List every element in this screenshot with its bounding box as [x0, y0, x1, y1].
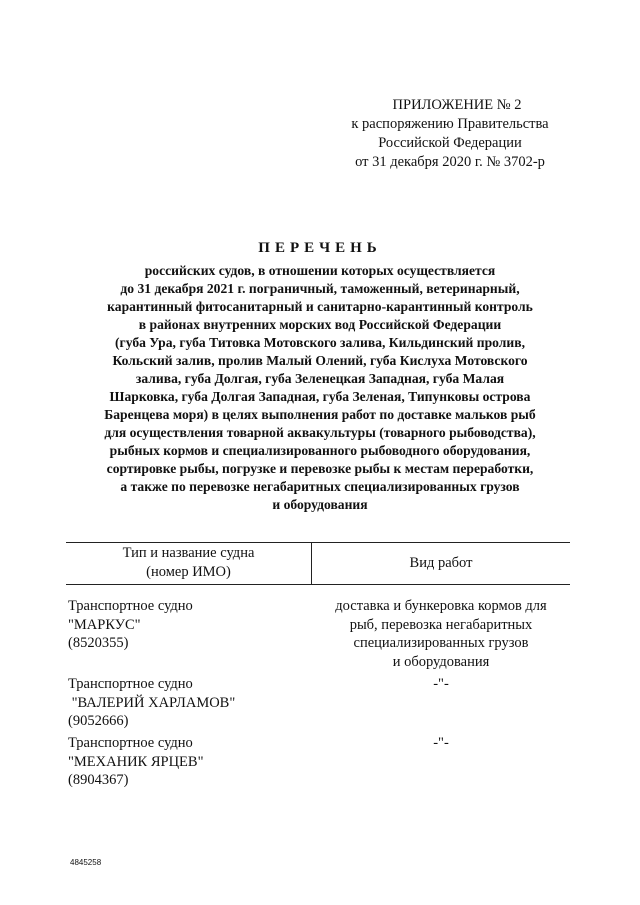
vessel-name: "МАРКУС": [68, 616, 141, 633]
subtitle-line: рыбных кормов и специализированного рыбоводного оборудования,: [109, 443, 531, 458]
table-header-vessel: [66, 544, 311, 582]
appendix-number: ПРИЛОЖЕНИЕ № 2: [392, 97, 522, 113]
vessel-imo: (9052666): [68, 713, 129, 729]
table-header-work: [312, 554, 570, 573]
table-row: [68, 734, 308, 790]
subtitle-line: (губа Ура, губа Титовка Мотовского залива, Кильдинский пролив,: [115, 335, 525, 350]
work-description: [312, 675, 570, 694]
appendix-date: от 31 декабря 2020 г. № 3702-р: [355, 154, 545, 170]
table-header-rule: [66, 584, 570, 585]
work-description: [312, 597, 570, 671]
document-title: ПЕРЕЧЕНЬ: [258, 240, 382, 256]
subtitle-line: до 31 декабря 2021 г. пограничный, таможенный, ветеринарный,: [120, 281, 520, 296]
table-row: [68, 597, 308, 653]
vessel-type: Транспортное судно: [68, 735, 193, 751]
ditto-mark: -"-: [433, 735, 449, 751]
vessel-imo: (8904367): [68, 772, 129, 788]
appendix-government: Российской Федерации: [378, 135, 522, 151]
work-line: и оборудования: [392, 653, 490, 670]
subtitle-line: Шарковка, губа Долгая Западная, губа Зеленая, Типунковы острова: [109, 389, 531, 404]
vessel-type: Транспортное судно: [68, 598, 193, 614]
subtitle-line: Кольский залив, пролив Малый Олений, губа Кислуха Мотовского: [112, 353, 528, 368]
subtitle-line: для осуществления товарной аквакультуры (товарного рыбоводства),: [104, 425, 536, 440]
work-line: доставка и бункеровка кормов для: [335, 598, 547, 614]
vessel-name: "МЕХАНИК ЯРЦЕВ": [68, 753, 204, 770]
document-id: 4845258: [70, 858, 102, 867]
table-row: [68, 675, 308, 731]
appendix-header: [300, 96, 600, 172]
header-vessel-type: Тип и название судна: [122, 545, 255, 561]
subtitle-line: и оборудования: [272, 497, 368, 512]
subtitle-line: залива, губа Долгая, губа Зеленецкая Западная, губа Малая: [135, 371, 505, 386]
subtitle-line: карантинный фитосанитарный и санитарно-карантинный контроль: [107, 299, 533, 314]
vessel-type: Транспортное судно: [68, 676, 193, 692]
subtitle-line: сортировке рыбы, погрузке и перевозке рыбы к местам переработки,: [106, 461, 534, 476]
work-description: [312, 734, 570, 753]
appendix-to-order: к распоряжению Правительства: [351, 116, 549, 132]
ditto-mark: -"-: [433, 676, 449, 692]
vessel-name: "ВАЛЕРИЙ ХАРЛАМОВ": [68, 694, 236, 711]
work-line: рыб, перевозка негабаритных: [349, 616, 533, 633]
subtitle-line: российских судов, в отношении которых осуществляется: [144, 263, 496, 278]
subtitle-line: Баренцева моря) в целях выполнения работ по доставке мальков рыб: [104, 407, 536, 422]
document-subtitle: [40, 262, 600, 514]
table-top-rule: [66, 542, 570, 543]
header-imo: (номер ИМО): [146, 564, 231, 580]
work-line: специализированных грузов: [353, 635, 529, 651]
subtitle-line: в районах внутренних морских вод Российской Федерации: [138, 317, 502, 332]
subtitle-line: а также по перевозке негабаритных специализированных грузов: [120, 479, 520, 494]
vessel-imo: (8520355): [68, 635, 129, 651]
header-work-type: Вид работ: [409, 555, 473, 571]
